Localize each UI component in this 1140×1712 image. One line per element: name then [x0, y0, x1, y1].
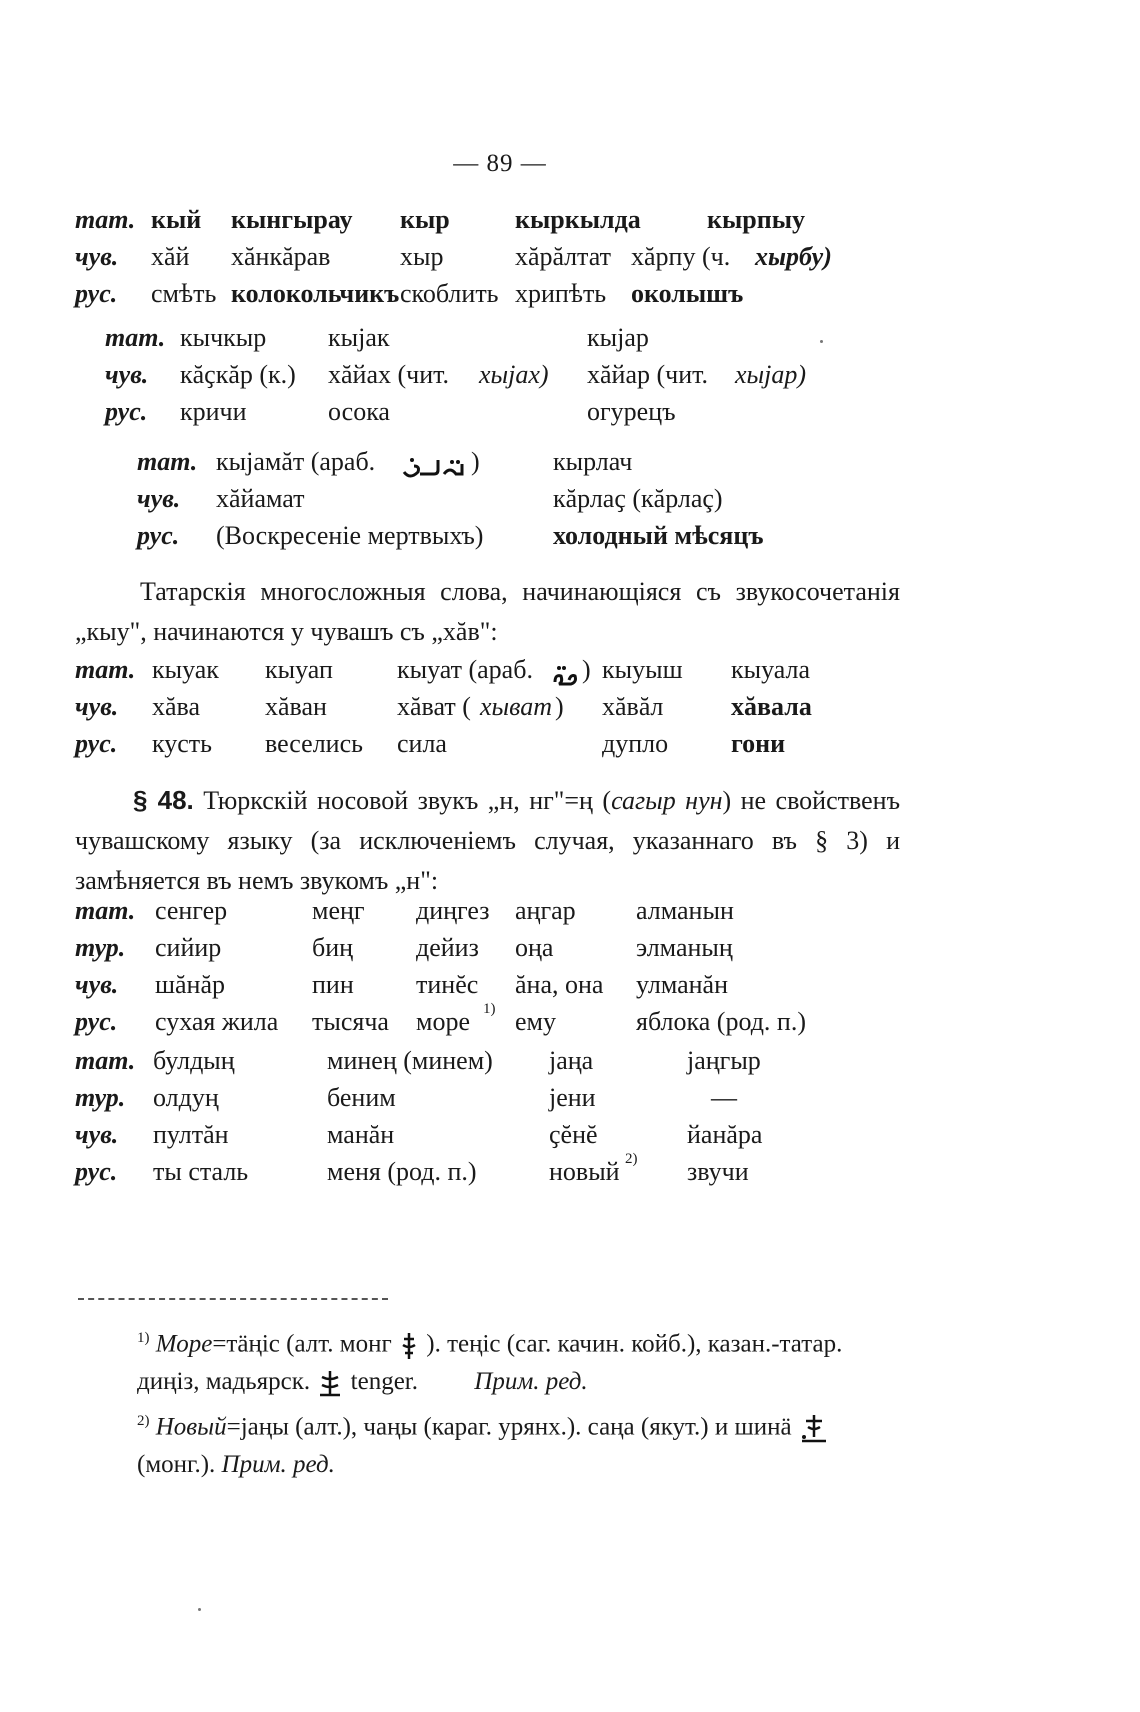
word-cell: — — [711, 1083, 737, 1112]
word-cell: кусть — [152, 729, 213, 758]
word-cell: хăрăлтат — [515, 242, 611, 271]
word-cell: яблока (род. п.) — [636, 1007, 807, 1036]
footnote-marker: 1) — [137, 1330, 150, 1346]
footnote-head: Море — [155, 1330, 213, 1358]
word-cell: алманын — [636, 896, 734, 925]
footnote-1 — [75, 1319, 905, 1401]
word-cell: jаңа — [549, 1046, 594, 1075]
word-cell: меңг — [312, 896, 365, 925]
table-row-tat — [137, 447, 937, 484]
word-cell: хăван — [265, 692, 327, 721]
table-row-chuv — [75, 692, 975, 729]
word-cell: диңгез — [416, 896, 490, 925]
word-cell-reading: хыват — [480, 692, 553, 721]
word-cell: огурецъ — [587, 397, 676, 426]
word-cell-reading: хыjар) — [735, 360, 807, 389]
row-label: чув. — [105, 360, 149, 389]
footnote-text: =тäңiс (алт. монг — [212, 1330, 392, 1358]
word-cell: тысяча — [312, 1007, 389, 1036]
row-label: рус. — [137, 521, 180, 550]
table-row-rus — [137, 521, 937, 558]
word-cell: ему — [515, 1007, 556, 1036]
word-cell: околышъ — [631, 279, 744, 308]
footnote-separator — [78, 1298, 388, 1300]
word-cell: элманың — [636, 933, 733, 962]
word-cell: смѣть — [151, 279, 217, 308]
word-cell: пултăн — [153, 1120, 229, 1149]
word-cell-reading: хырбу) — [755, 242, 832, 271]
row-label: тур. — [75, 1083, 126, 1112]
row-label: чув. — [75, 242, 119, 271]
arabic-word-qiyamat-icon — [400, 451, 468, 482]
word-cell: кыуыш — [602, 655, 683, 684]
arabic-word-quwwat-icon — [551, 658, 581, 688]
word-cell: меня (род. п.) — [327, 1157, 477, 1186]
word-cell: дупло — [602, 729, 669, 758]
row-label: тат. — [75, 896, 136, 925]
word-cell: хрипѣть — [515, 279, 607, 308]
page-number: — 89 — — [453, 150, 547, 177]
word-cell: хăйар (чит. — [587, 360, 709, 389]
editor-note: Прим. ред. — [221, 1451, 335, 1479]
word-cell: кыркылда — [515, 205, 641, 234]
table-row-rus — [75, 279, 975, 316]
word-cell: беним — [327, 1083, 396, 1112]
word-table-6 — [75, 1046, 975, 1194]
word-cell: сенгер — [155, 896, 228, 925]
word-cell: кыjар — [587, 323, 649, 352]
table-row-chuv — [105, 360, 965, 397]
word-cell: манăн — [327, 1120, 395, 1149]
row-label: чув. — [75, 1120, 119, 1149]
word-cell: кыуат (араб. — [397, 655, 533, 684]
word-cell: сухая жила — [155, 1007, 279, 1036]
word-cell: кыуап — [265, 655, 333, 684]
word-cell: тинĕс — [416, 970, 479, 999]
footnote-text: =jаңы (алт.), чаңы (караг. урянх.). саңа (якут.) и шинä — [226, 1413, 792, 1441]
table-row-rus — [105, 397, 965, 434]
word-cell: осока — [328, 397, 390, 426]
word-cell: хăва — [152, 692, 201, 721]
word-cell: ăна, она — [515, 970, 604, 999]
row-label: тат. — [75, 655, 136, 684]
word-cell: кыjак — [328, 323, 390, 352]
word-cell: кăҫкăр (к.) — [180, 360, 296, 389]
row-label: тат. — [75, 205, 136, 234]
word-cell: ) — [555, 692, 564, 721]
word-table-4 — [75, 655, 975, 766]
word-table-3 — [137, 447, 937, 558]
manchu-script-tenger-icon — [316, 1368, 350, 1395]
word-cell: колокольчикъ — [231, 279, 400, 308]
row-label: чув. — [137, 484, 181, 513]
word-cell: хăват ( — [397, 692, 471, 721]
word-table-2 — [105, 323, 965, 434]
word-cell: биң — [312, 933, 354, 962]
word-cell: скоблить — [400, 279, 499, 308]
word-cell: ) — [471, 447, 480, 476]
word-cell: кынгырау — [231, 205, 353, 234]
section-text-b: ) не свойственъ чувашскому языку (за исключенiемъ случая, указаннаго въ § 3) и замѣняется въ немъ звукомъ „н": — [75, 786, 901, 895]
word-cell: хăйамат — [216, 484, 305, 513]
table-row-rus — [75, 729, 975, 766]
table-row-tur — [75, 933, 975, 970]
row-label: тат. — [105, 323, 166, 352]
word-cell: кырпыу — [707, 205, 806, 234]
word-cell: веселись — [265, 729, 363, 758]
word-cell: ты сталь — [153, 1157, 249, 1186]
word-cell: хыр — [400, 242, 444, 271]
section-term: сагыр нун — [611, 786, 723, 815]
word-cell: ҫĕнĕ — [549, 1120, 598, 1149]
word-cell: хăвала — [731, 692, 812, 721]
word-cell: аңгар — [515, 896, 576, 925]
row-label: чув. — [75, 692, 119, 721]
word-cell: гони — [731, 729, 786, 758]
word-table-1 — [75, 205, 975, 316]
word-cell: пин — [312, 970, 354, 999]
section-48-paragraph — [75, 780, 900, 901]
row-label: рус. — [105, 397, 148, 426]
word-cell: минең (минем) — [327, 1046, 493, 1075]
word-cell: хăвăл — [602, 692, 664, 721]
word-cell: кыjамăт (араб. — [216, 447, 376, 476]
table-row-rus — [75, 1001, 975, 1044]
word-cell: холодный мѣсяцъ — [553, 521, 764, 550]
footnote-text: (монг.). — [137, 1451, 216, 1479]
word-cell: сийир — [155, 933, 222, 962]
word-cell: кыуак — [152, 655, 219, 684]
word-cell: кычкыр — [180, 323, 267, 352]
word-cell: улманăн — [636, 970, 729, 999]
paragraph-kyu: Татарскiя многосложныя слова, начинающiяся съ звукосочетанiя „кыу", начинаются у чувашъ съ „хăв": — [75, 577, 900, 646]
table-row-tur — [75, 1083, 975, 1120]
table-row-tat — [75, 655, 975, 692]
table-row-chuv — [75, 1120, 975, 1157]
word-cell: дейиз — [416, 933, 479, 962]
row-label: чув. — [75, 970, 119, 999]
word-cell: кыр — [400, 205, 450, 234]
table-row-tat — [75, 1046, 975, 1083]
word-cell: jаңгыр — [687, 1046, 761, 1075]
word-cell: море — [416, 1007, 470, 1036]
word-cell: сила — [397, 729, 447, 758]
scan-speck — [198, 1608, 201, 1611]
word-cell: кырлач — [553, 447, 633, 476]
row-label: рус. — [75, 279, 118, 308]
footnote-marker: 2) — [137, 1413, 150, 1429]
footnote-text: tenger. — [350, 1368, 419, 1396]
row-label: рус. — [75, 1007, 118, 1036]
row-label: тат. — [75, 1046, 136, 1075]
editor-note: Прим. ред. — [474, 1368, 588, 1396]
section-text-a: Тюркскiй носовой звукъ „н, нг"=ң ( — [203, 786, 612, 815]
footnote-head: Новый — [155, 1413, 227, 1441]
footnote-ref-2[interactable]: 2) — [625, 1151, 638, 1167]
scan-speck — [820, 340, 823, 343]
table-row-rus — [75, 1151, 975, 1194]
footnote-text: ). теңiс (саг. качин. койб.), казан.-татар. диңiз, мадьярск. — [137, 1330, 843, 1396]
word-cell: хăй — [151, 242, 190, 271]
table-row-tat — [75, 896, 975, 933]
word-cell: ) — [582, 655, 591, 684]
word-cell: хăйах (чит. — [328, 360, 450, 389]
mongolian-script-tenggis-icon — [398, 1330, 426, 1357]
row-label: тур. — [75, 933, 126, 962]
word-cell: кăрлаҫ (кăрлаç) — [553, 484, 723, 513]
word-cell: хăнкăрав — [231, 242, 331, 271]
row-label: тат. — [137, 447, 198, 476]
table-row-tat — [75, 205, 975, 242]
word-cell: булдың — [153, 1046, 235, 1075]
word-cell: кыуала — [731, 655, 811, 684]
table-row-chuv — [75, 242, 975, 279]
word-cell: jени — [549, 1083, 596, 1112]
word-cell: кричи — [180, 397, 247, 426]
word-cell: йанăра — [687, 1120, 763, 1149]
table-row-tat — [105, 323, 965, 360]
word-cell: новый — [549, 1157, 620, 1186]
word-cell: оңа — [515, 933, 554, 962]
word-table-5 — [75, 896, 975, 1044]
word-cell: кый — [151, 205, 202, 234]
word-cell: шăнăр — [155, 970, 226, 999]
footnote-2 — [75, 1402, 905, 1484]
table-row-chuv — [75, 970, 975, 1007]
word-cell: хăрпу (ч. — [631, 242, 731, 271]
word-cell: олдуң — [153, 1083, 219, 1112]
table-row-chuv — [137, 484, 937, 521]
mongolian-script-sine-icon — [798, 1413, 830, 1440]
row-label: рус. — [75, 729, 118, 758]
word-cell: (Воскресенiе мертвыхъ) — [216, 521, 484, 550]
word-cell-reading: хыjах) — [479, 360, 549, 389]
row-label: рус. — [75, 1157, 118, 1186]
section-number: § 48. — [133, 785, 194, 815]
word-cell: звучи — [687, 1157, 749, 1186]
footnote-ref-1[interactable]: 1) — [483, 1001, 496, 1017]
